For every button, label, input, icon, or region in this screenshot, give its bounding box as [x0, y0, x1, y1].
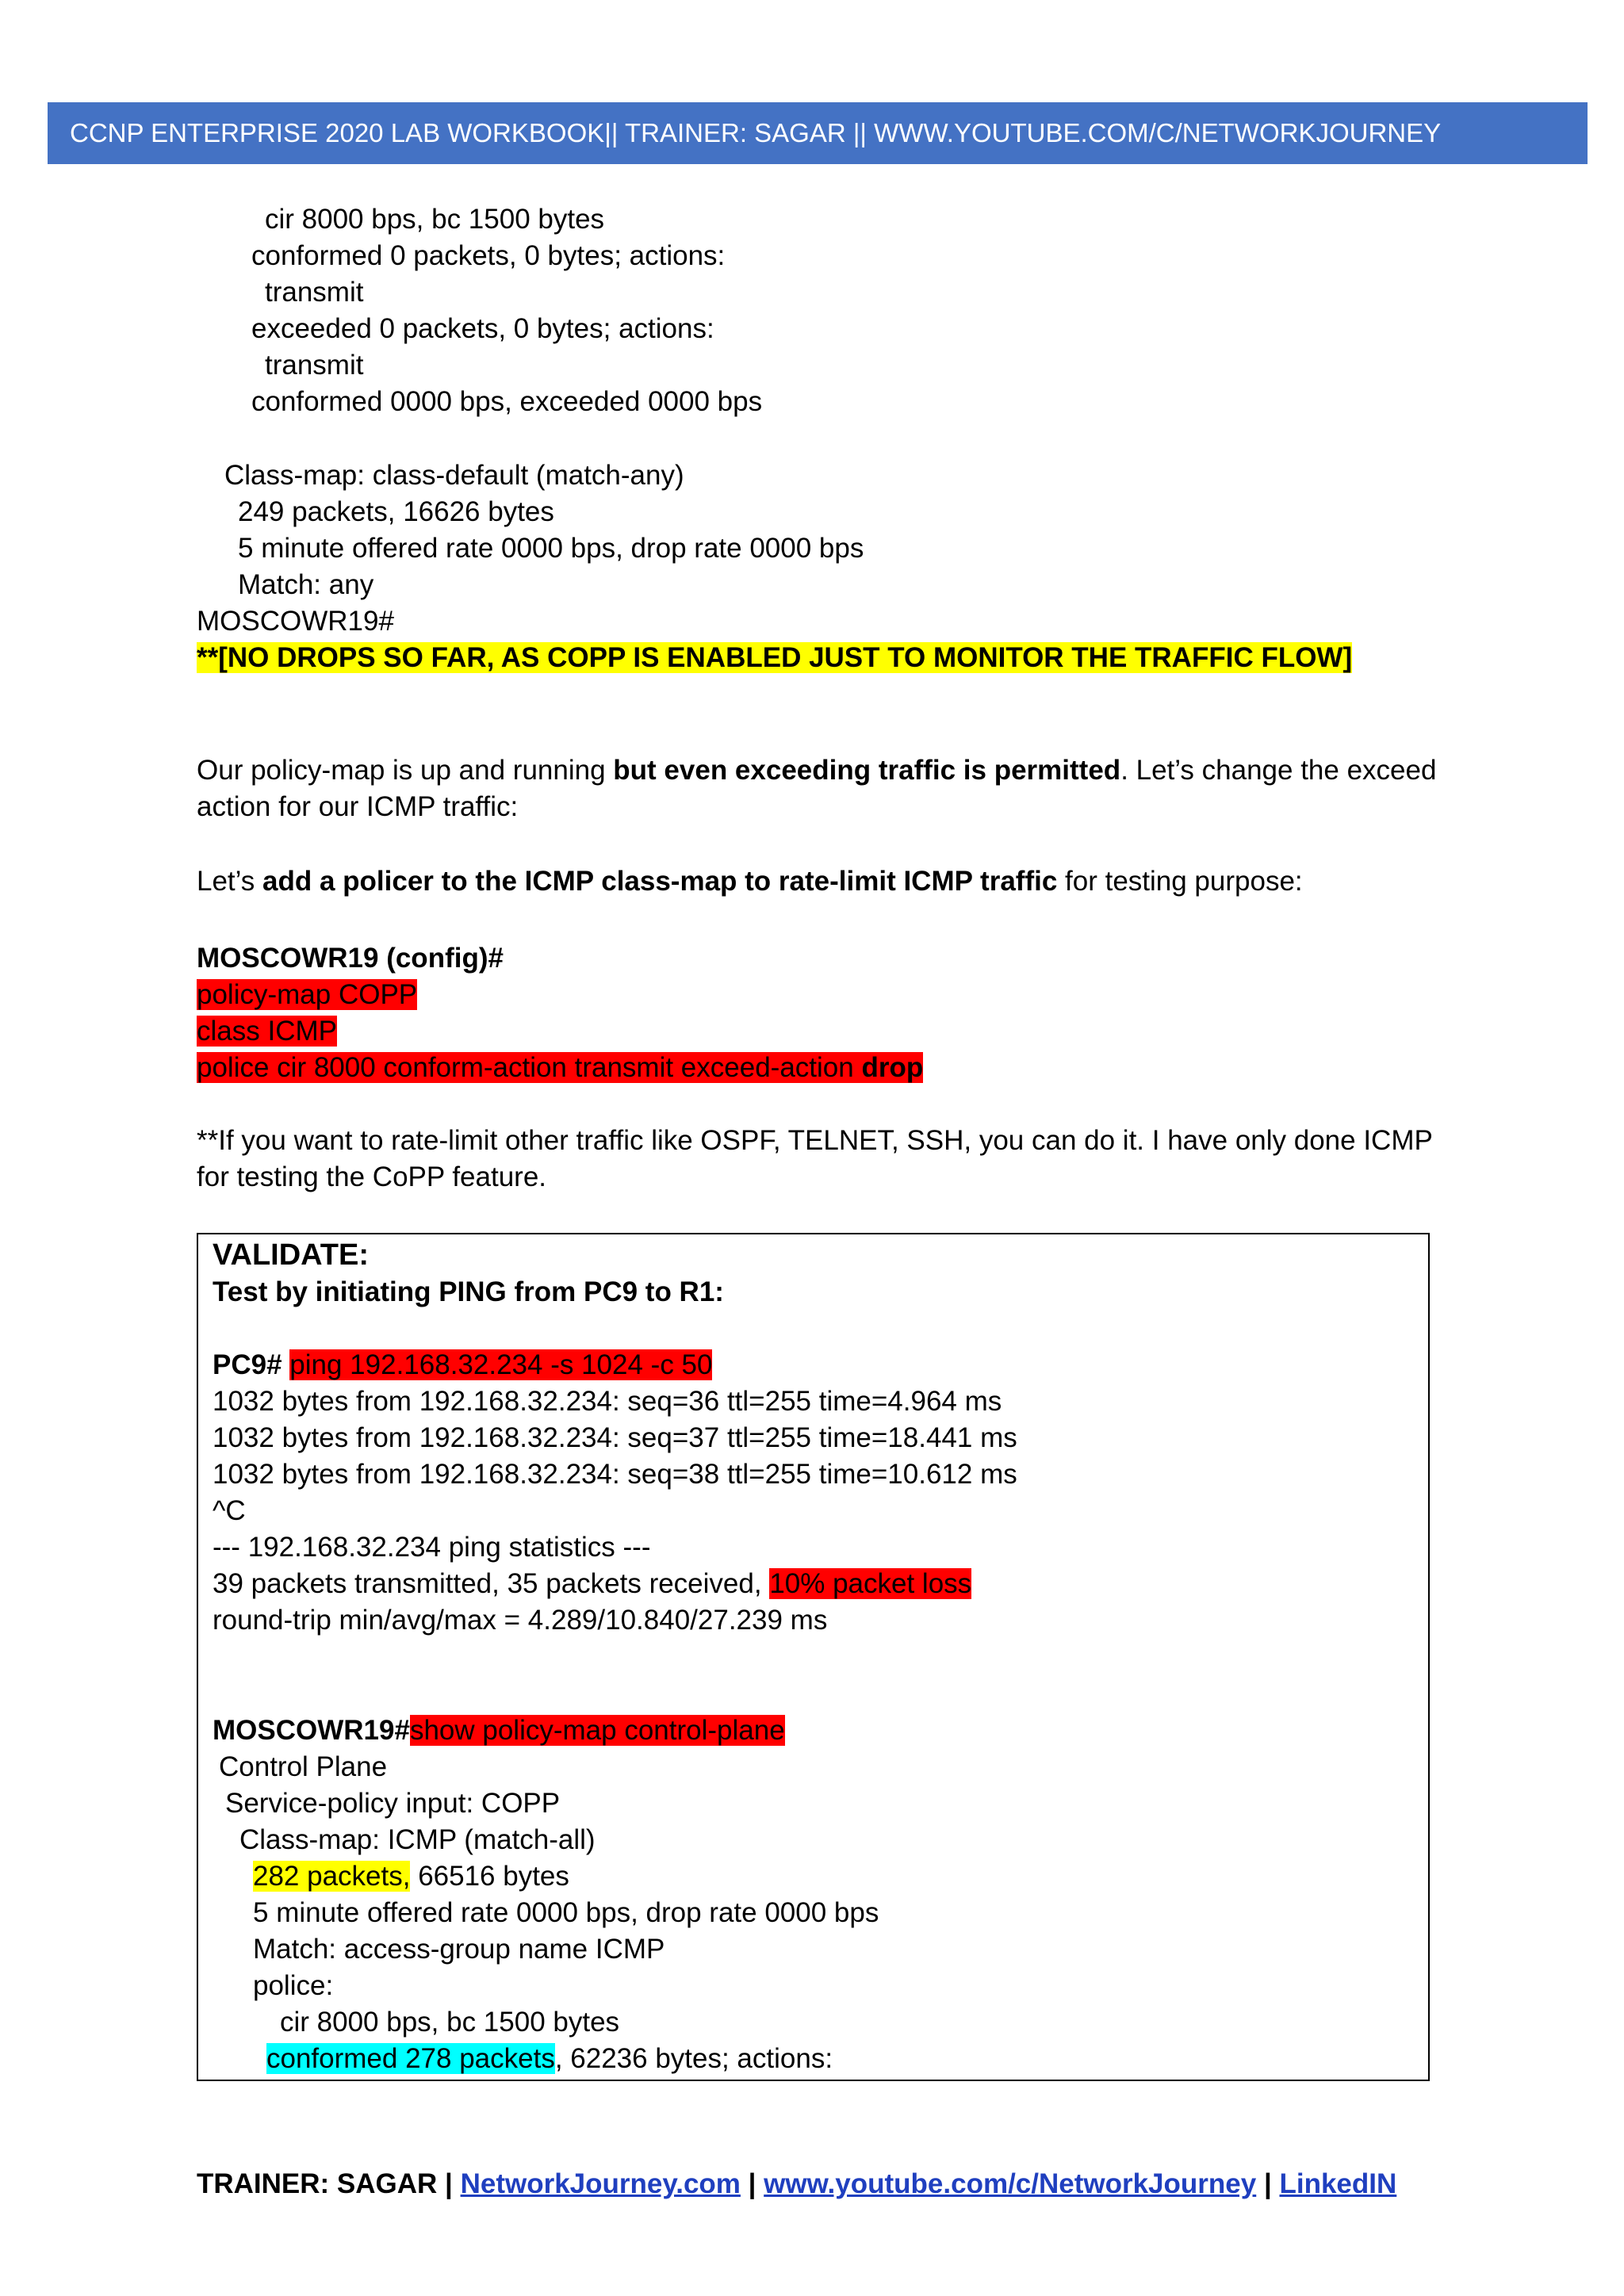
output-line: transmit	[265, 350, 364, 381]
config-command	[197, 1050, 923, 1086]
text: Let’s	[197, 866, 263, 897]
pc-prompt: PC9#	[213, 1349, 290, 1380]
separator: |	[1256, 2168, 1280, 2199]
bold-text: but even exceeding traffic is permitted	[613, 755, 1121, 786]
output-line: 5 minute offered rate 0000 bps, drop rate 0000 bps	[238, 533, 864, 564]
config-prompt: MOSCOWR19 (config)#	[197, 943, 504, 974]
config-command	[197, 977, 417, 1013]
output-line: Class-map: ICMP (match-all)	[239, 1824, 596, 1855]
text: Our policy-map is up and running	[197, 755, 614, 786]
ping-stats-header: --- 192.168.32.234 ping statistics ---	[213, 1532, 651, 1563]
ping-command-line	[213, 1347, 712, 1383]
paragraph: action for our ICMP traffic:	[197, 791, 519, 822]
validate-subtitle: Test by initiating PING from PC9 to R1:	[213, 1276, 724, 1307]
ping-reply: 1032 bytes from 192.168.32.234: seq=36 ttl=255 time=4.964 ms	[213, 1386, 1002, 1417]
bold-text: drop	[861, 1052, 924, 1083]
router-prompt: MOSCOWR19#	[213, 1715, 410, 1746]
output-line: police:	[253, 1970, 334, 2001]
text: police cir 8000 conform-action transmit exceed-action	[197, 1052, 862, 1083]
config-command	[197, 1013, 337, 1050]
text: , 62236 bytes; actions:	[554, 2043, 833, 2074]
ping-stats	[213, 1566, 971, 1602]
ping-reply: 1032 bytes from 192.168.32.234: seq=38 ttl=255 time=10.612 ms	[213, 1459, 1017, 1490]
text: . Let’s change the exceed	[1120, 755, 1437, 786]
output-line: 5 minute offered rate 0000 bps, drop rate 0000 bps	[253, 1897, 879, 1928]
separator: |	[740, 2168, 764, 2199]
validate-title: VALIDATE:	[213, 1238, 370, 1272]
youtube-link[interactable]: www.youtube.com/c/NetworkJourney	[764, 2168, 1257, 2199]
linkedin-link[interactable]: LinkedIN	[1279, 2168, 1397, 2199]
output-line: Control Plane	[219, 1751, 388, 1782]
ping-reply: 1032 bytes from 192.168.32.234: seq=37 ttl=255 time=18.441 ms	[213, 1422, 1017, 1453]
output-line: MOSCOWR19#	[197, 606, 394, 637]
ping-command: ping 192.168.32.234 -s 1024 -c 50	[289, 1349, 713, 1380]
command-text: class ICMP	[197, 1016, 337, 1047]
paragraph	[197, 752, 1436, 789]
bold-text: add a policer to the ICMP class-map to rate-limit ICMP traffic	[262, 866, 1058, 897]
output-line: conformed 0 packets, 0 bytes; actions:	[251, 240, 726, 271]
show-command-line	[213, 1712, 785, 1749]
ping-interrupt: ^C	[213, 1495, 246, 1526]
footer-trainer: TRAINER: SAGAR |	[197, 2168, 461, 2199]
conformed-count: conformed 278 packets	[266, 2043, 555, 2074]
note-no-drops	[197, 640, 1352, 676]
page-header: CCNP ENTERPRISE 2020 LAB WORKBOOK|| TRAINER: SAGAR || WWW.YOUTUBE.COM/C/NETWORKJOURNEY	[48, 102, 1588, 164]
paragraph	[197, 863, 1303, 900]
text: 66516 bytes	[410, 1861, 569, 1892]
command-text	[197, 1052, 923, 1083]
output-line: exceeded 0 packets, 0 bytes; actions:	[251, 313, 714, 344]
output-line: cir 8000 bps, bc 1500 bytes	[265, 204, 605, 235]
page-footer	[197, 2166, 1396, 2202]
output-line	[253, 1858, 569, 1895]
packet-count: 282 packets,	[253, 1861, 411, 1892]
output-line: Class-map: class-default (match-any)	[224, 460, 684, 491]
output-line: Match: access-group name ICMP	[253, 1934, 665, 1965]
note-no-drops-text: **[NO DROPS SO FAR, AS COPP IS ENABLED JUST TO MONITOR THE TRAFFIC FLOW]	[197, 642, 1353, 673]
output-line: 249 packets, 16626 bytes	[238, 496, 554, 527]
text: for testing purpose:	[1057, 866, 1303, 897]
output-line: Service-policy input: COPP	[225, 1788, 561, 1819]
output-line: Match: any	[238, 569, 374, 600]
ping-rtt: round-trip min/avg/max = 4.289/10.840/27.239 ms	[213, 1605, 828, 1636]
output-line: cir 8000 bps, bc 1500 bytes	[280, 2007, 620, 2038]
command-text: policy-map COPP	[197, 979, 418, 1010]
networkjourney-link[interactable]: NetworkJourney.com	[460, 2168, 741, 2199]
output-line: transmit	[265, 277, 364, 308]
packet-loss: 10% packet loss	[769, 1568, 972, 1599]
show-command: show policy-map control-plane	[409, 1715, 785, 1746]
paragraph: for testing the CoPP feature.	[197, 1161, 547, 1192]
output-line	[266, 2041, 833, 2077]
output-line: conformed 0000 bps, exceeded 0000 bps	[251, 386, 763, 417]
paragraph: **If you want to rate-limit other traffic like OSPF, TELNET, SSH, you can do it. I have only done ICMP	[197, 1125, 1433, 1156]
text: 39 packets transmitted, 35 packets received,	[213, 1568, 770, 1599]
